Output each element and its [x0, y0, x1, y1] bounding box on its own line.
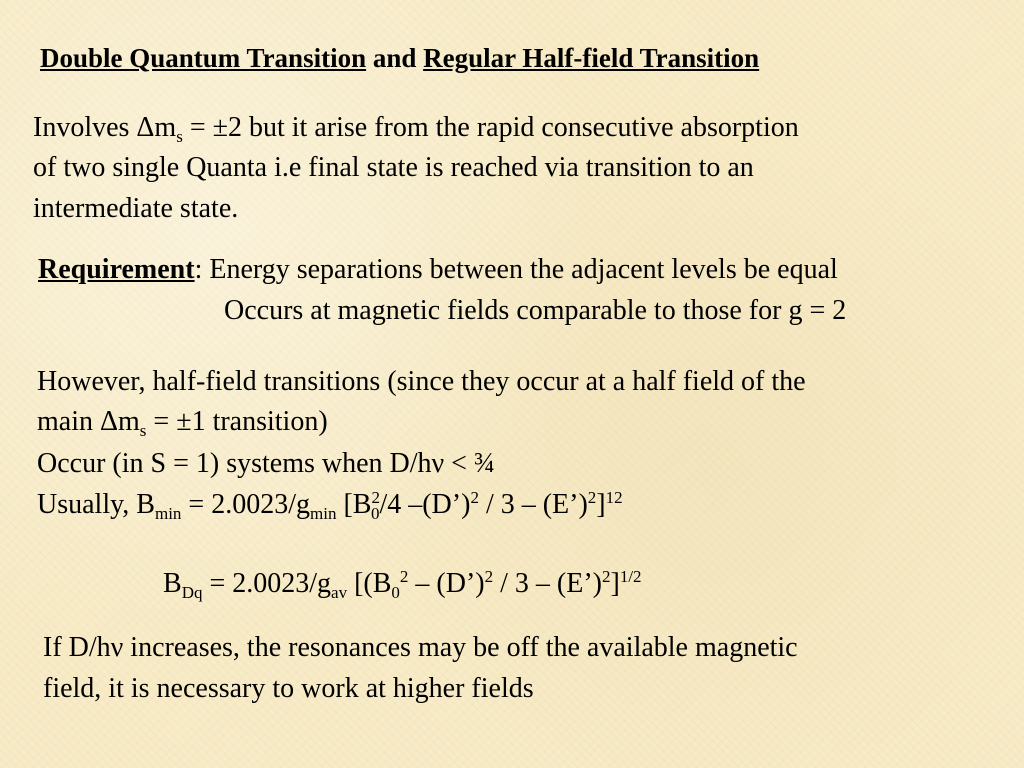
- formula-subscript: 0: [391, 583, 400, 602]
- equation-text: ]: [596, 489, 606, 520]
- intro-line-2: of two single Quanta i.e final state is reached via transition to an: [33, 152, 754, 183]
- half-field-line-4: [37, 489, 623, 521]
- conclusion-line-2: field, it is necessary to work at higher fields: [43, 673, 534, 704]
- equation-superscript: 12: [605, 488, 623, 507]
- half-field-text: = ±1 transition): [146, 406, 328, 437]
- formula-subscript: av: [331, 583, 348, 602]
- equation-superscript: 2: [587, 488, 597, 507]
- intro-text: Involves Δm: [33, 112, 177, 143]
- formula-text: ]: [610, 568, 620, 599]
- title-join: and: [366, 43, 424, 73]
- requirement-line-1: [38, 254, 838, 286]
- formula-text: [(B: [347, 568, 392, 599]
- formula-text: B: [163, 568, 182, 599]
- half-field-subscript: s: [139, 421, 147, 440]
- equation-text: [B: [336, 489, 372, 520]
- formula-superscript: 2: [399, 567, 409, 586]
- title-part-half-field: Regular Half-field Transition: [423, 43, 760, 73]
- formula-superscript: 2: [601, 567, 611, 586]
- equation-text: Usually, B: [37, 489, 155, 520]
- half-field-line-1: However, half-field transitions (since they occur at a half field of the: [37, 366, 806, 397]
- requirement-label: Requirement: [38, 254, 195, 285]
- intro-text: = ±2 but it arise from the rapid consecutive absorption: [182, 112, 799, 143]
- intro-line-1: [33, 112, 799, 144]
- equation-text: / 3 – (E’): [478, 489, 588, 520]
- title-part-double-quantum: Double Quantum Transition: [40, 43, 367, 73]
- formula-superscript: 1/2: [619, 567, 642, 586]
- formula-line: [163, 568, 642, 600]
- requirement-line-2: Occurs at magnetic fields comparable to those for g = 2: [224, 295, 847, 326]
- formula-text: – (D’): [408, 568, 485, 599]
- equation-text: = 2.0023/g: [181, 489, 310, 520]
- half-field-text: main Δm: [37, 406, 140, 437]
- formula-subscript: Dq: [181, 583, 203, 602]
- half-field-line-2: [37, 406, 328, 438]
- equation-superscript: 2: [470, 488, 479, 507]
- equation-subscript: min: [154, 504, 182, 523]
- requirement-text: : Energy separations between the adjacent levels be equal: [194, 254, 838, 285]
- formula-text: = 2.0023/g: [202, 568, 332, 599]
- equation-subscript: 0: [370, 504, 380, 523]
- intro-subscript: s: [176, 127, 183, 146]
- formula-superscript: 2: [484, 567, 494, 586]
- intro-line-3: intermediate state.: [33, 193, 239, 224]
- equation-subscript: min: [310, 504, 337, 523]
- conclusion-line-1: If D/hν increases, the resonances may be off the available magnetic: [43, 632, 798, 663]
- formula-text: / 3 – (E’): [493, 568, 602, 599]
- equation-superscript: 2: [371, 488, 380, 507]
- equation-text: /4 –(D’): [379, 489, 471, 520]
- half-field-line-3: Occur (in S = 1) systems when D/hν < ¾: [37, 448, 495, 479]
- slide-title: [40, 42, 759, 74]
